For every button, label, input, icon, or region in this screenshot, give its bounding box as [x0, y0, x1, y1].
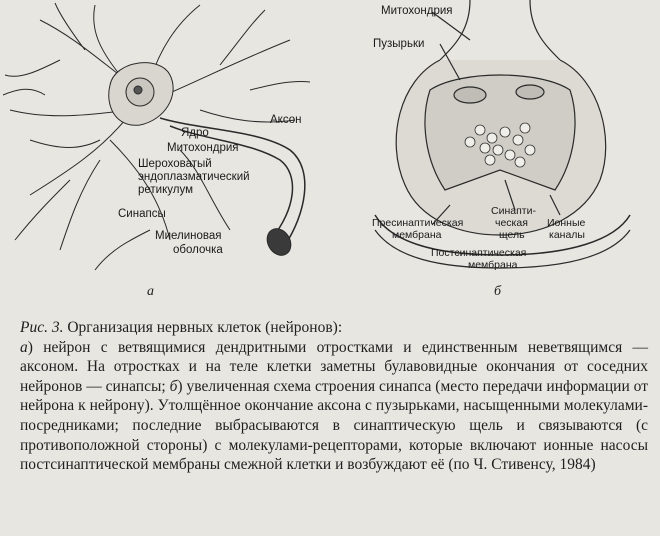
part-a-letter: а	[20, 338, 28, 356]
label-vesicles: Пузырьки	[373, 38, 425, 50]
caption-body	[20, 338, 648, 475]
label-rer-1: Шероховатый	[138, 158, 212, 170]
label-rer-3: ретикулум	[138, 184, 193, 196]
panel-b-letter: б	[494, 284, 502, 299]
label-myelin-2: оболочка	[173, 244, 223, 256]
label-mitochondria-b: Митохондрия	[381, 5, 453, 17]
label-myelin-1: Миелиновая	[155, 230, 222, 242]
label-mitochondria-a: Митохондрия	[167, 142, 239, 154]
label-cleft-3: щель	[499, 229, 525, 241]
label-rer-2: эндоплазматический	[138, 171, 250, 183]
label-axon: Аксон	[270, 114, 302, 126]
label-cleft-1: Синапти-	[491, 205, 536, 217]
part-b-letter: б	[169, 377, 178, 395]
figure-caption	[20, 318, 648, 475]
part-b-text: ) увеличенная схема строения синапса (место передачи информации от нейрона к нейрону). Утолщённое окончание аксона с пузырьками, насыщенными молекулами-посредниками; последние выбрасываются в синаптическую щель и связываются (с противоположной стороны) с молекулами-рецепторами, которые включают ионные насосы постсинаптической мембраны смежной клетки и возбуждают её (по Ч. Стивенсу, 1984)	[20, 377, 648, 474]
label-presyn-2: мембрана	[392, 229, 442, 241]
label-cleft-2: ческая	[495, 217, 528, 229]
label-ion-2: каналы	[549, 229, 585, 241]
figure-number: Рис. 3.	[20, 319, 64, 336]
label-presyn-1: Пресинаптическая	[372, 217, 464, 229]
label-postsyn-2: мембрана	[468, 259, 518, 271]
label-ion-1: Ионные	[547, 217, 586, 229]
panel-a-letter: а	[147, 284, 154, 299]
label-postsyn-1: Постсинаптическая	[431, 247, 527, 259]
part-a-text: ) нейрон с ветвящимися дендритными отростками и единственным неветвящимся — аксоном. На отростках и на теле клетки заметны булавовидные окончания от соседних нейронов — синапсы;	[20, 338, 648, 395]
label-synapses: Синапсы	[118, 208, 166, 220]
label-nucleus: Ядро	[181, 127, 209, 139]
caption-heading	[20, 318, 648, 338]
caption-title: Организация нервных клеток (нейронов):	[63, 319, 343, 336]
